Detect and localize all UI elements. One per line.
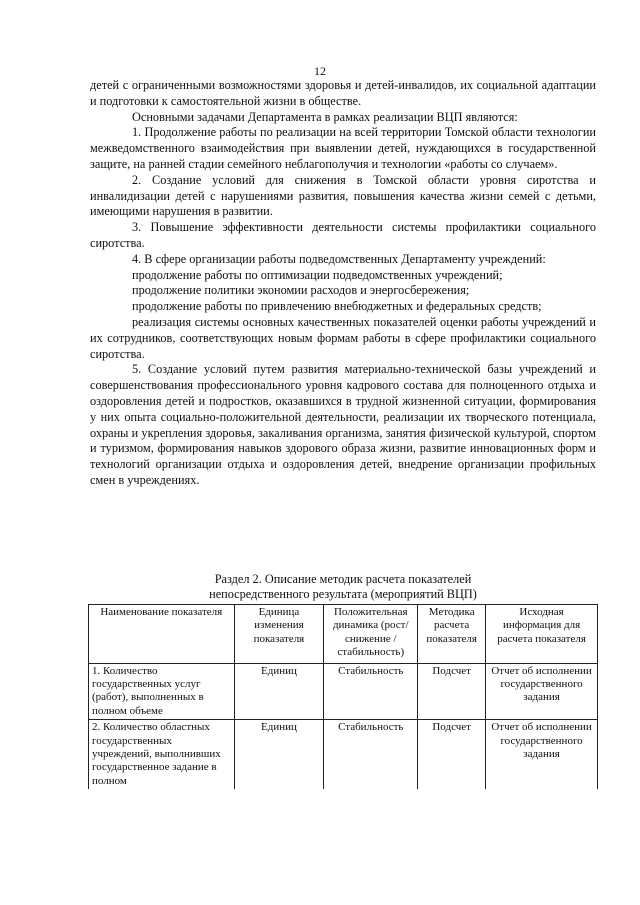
table-cell: 2. Количество областных государственных учреждений, выполнивших государственное задание в полном xyxy=(89,720,235,790)
task-item: 2. Создание условий для снижения в Томской области уровня сиротства и инвалидизации детей с нарушениями развития, повышения качества жизни семей с детьми, имеющими нарушения в развитии. xyxy=(90,172,596,219)
header-cell: Наименование показателя xyxy=(89,605,235,664)
header-cell: Исходная информация для расчета показателя xyxy=(486,605,598,664)
sub-item: продолжение политики экономии расходов и энергосбережения; xyxy=(132,283,470,298)
section-title-line: непосредственного результата (мероприятий ВЦП) xyxy=(209,587,477,601)
header-cell: Единица изменения показателя xyxy=(234,605,324,664)
task-item: 4. В сфере организации работы подведомственных Департаменту учреждений: xyxy=(132,251,546,266)
section-title-line: Раздел 2. Описание методик расчета показателей xyxy=(214,572,472,586)
task-item: 1. Продолжение работы по реализации на всей территории Томской области технологии межведомственного взаимодействия при выявлении детей, нуждающихся в государственной защите, на ранней стадии семейного неблагополучия и технологии «работы со случаем». xyxy=(90,125,596,171)
table-cell: Отчет об исполнении государственного задания xyxy=(486,720,598,790)
table-cell: Подсчет xyxy=(418,720,486,790)
task-item: 3. Повышение эффективности деятельности системы профилактики социального сиротства. xyxy=(90,220,596,250)
table-cell: Единиц xyxy=(234,720,324,790)
table-row xyxy=(89,663,598,720)
header-cell: Положительная динамика (рост/снижение /стабильность) xyxy=(324,605,418,664)
header-cell: Методика расчета показателя xyxy=(418,605,486,664)
table-cell: Стабильность xyxy=(324,720,418,790)
sub-item: реализация системы основных качественных показателей оценки работы учреждений и их сотрудников, соответствующих новым формам работы в сфере профилактики социального сиротства. xyxy=(90,314,596,361)
paragraph: детей с ограниченными возможностями здоровья и детей-инвалидов, их социальной адаптации и подготовки к самостоятельной жизни в обществе. xyxy=(90,78,596,108)
sub-item: продолжение работы по оптимизации подведомственных учреждений; xyxy=(132,267,503,282)
page-number: 12 xyxy=(314,64,326,78)
document-body xyxy=(90,78,596,489)
table-cell: 1. Количество государственных услуг (работ), выполненных в полном объеме xyxy=(89,663,235,720)
table-cell: Стабильность xyxy=(324,663,418,720)
task-item: 5. Создание условий путем развития материально-технической базы учреждений и совершенствования профессионального уровня кадрового состава для полноценного отдыха и оздоровления детей и подростков, оказавшихся в трудной жизненной ситуации, формирования у них опыта социально-положительной деятельности, реализации их творческого потенциала, охраны и укрепления здоровья, закаливания организма, занятия физической культурой, спортом и туризмом, формирования навыков здорового образа жизни, развитие инновационных форм и технологий организации отдыха и оздоровления детей, внедрение организации профильных смен в учреждениях. xyxy=(90,362,596,487)
section-title xyxy=(90,572,596,602)
sub-item: продолжение работы по привлечению внебюджетных и федеральных средств; xyxy=(132,299,542,314)
table-cell: Отчет об исполнении государственного задания xyxy=(486,663,598,720)
table-row xyxy=(89,720,598,790)
indicators-table xyxy=(88,604,598,789)
table-cell: Подсчет xyxy=(418,663,486,720)
table-header-row xyxy=(89,605,598,664)
paragraph: Основными задачами Департамента в рамках реализации ВЦП являются: xyxy=(132,109,518,124)
table-cell: Единиц xyxy=(234,663,324,720)
